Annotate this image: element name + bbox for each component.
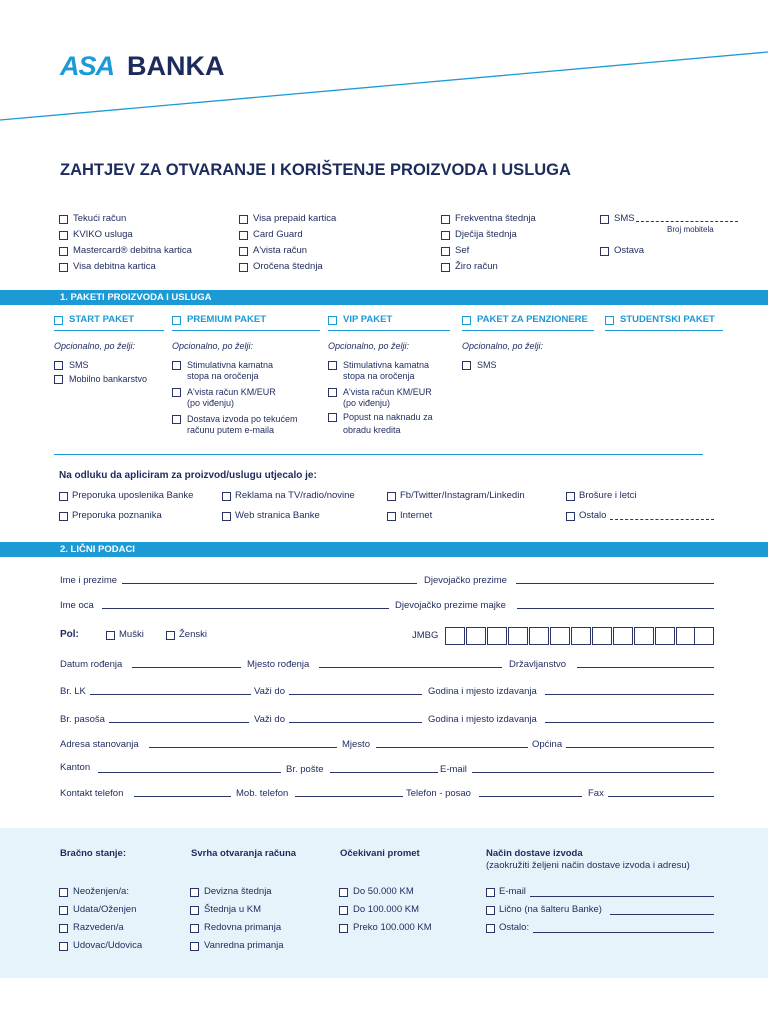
option-label: SMS (69, 360, 89, 370)
option-label: Udovac/Udovica (73, 940, 143, 951)
checkbox[interactable] (222, 492, 231, 501)
package-title: PAKET ZA PENZIONERE (477, 314, 588, 325)
other-delivery-field[interactable] (533, 932, 714, 933)
valid-until-field[interactable] (289, 722, 422, 723)
option-label: Dostava izvoda po tekućem (187, 414, 298, 424)
jmbg-digit[interactable] (487, 627, 507, 645)
option-label: Preporuka poznanika (72, 510, 162, 521)
logo-banka: BANKA (127, 51, 225, 81)
divider (462, 330, 594, 331)
option-label: (po viđenju) (343, 398, 391, 408)
field-label: Godina i mjesto izdavanja (428, 714, 537, 725)
jmbg-digit[interactable] (550, 627, 570, 645)
field-label: Ime i prezime (60, 575, 118, 586)
option-label: Web stranica Banke (235, 510, 320, 521)
checkbox[interactable] (59, 512, 68, 521)
jmbg-digit[interactable] (655, 627, 675, 645)
optional-label: Opcionalno, po želji: (462, 341, 544, 351)
checkbox[interactable] (172, 316, 181, 325)
checkbox[interactable] (54, 375, 63, 384)
checkbox[interactable] (222, 512, 231, 521)
jmbg-digit[interactable] (466, 627, 486, 645)
option-label: Stimulativna kamatna (187, 360, 274, 370)
checkbox[interactable] (172, 415, 181, 424)
checkbox[interactable] (566, 492, 575, 501)
checkbox-male[interactable] (106, 631, 115, 640)
product-label: Frekventna štednja (455, 213, 536, 224)
product-label: KVIKO usluga (73, 229, 133, 240)
group-subtitle: (zaokružiti željeni način dostave izvoda i adresu) (486, 860, 690, 871)
divider (54, 330, 164, 331)
checkbox[interactable] (462, 361, 471, 370)
checkbox[interactable] (59, 906, 68, 915)
mobile-field[interactable] (295, 796, 403, 797)
field-label: Državljanstvo (509, 659, 567, 670)
checkbox[interactable] (328, 316, 337, 325)
email-delivery-field[interactable] (530, 896, 714, 897)
postal-field[interactable] (330, 772, 438, 773)
field-hint: Broj mobitela (667, 225, 714, 234)
field-label: Djevojačko prezime (424, 575, 507, 586)
jmbg-digit[interactable] (634, 627, 654, 645)
option-label: Brošure i letci (579, 490, 637, 501)
field-label: Važi do (254, 686, 285, 697)
field-label: Mjesto rođenja (247, 659, 310, 670)
option-label: Mobilno bankarstvo (69, 374, 148, 384)
option-label: Neoženjen/a: (73, 886, 129, 897)
checkbox[interactable] (54, 361, 63, 370)
phone-field[interactable] (134, 796, 231, 797)
checkbox[interactable] (486, 888, 495, 897)
branch-delivery-field[interactable] (610, 914, 714, 915)
checkbox[interactable] (600, 215, 609, 224)
divider (54, 454, 703, 455)
checkbox[interactable] (190, 888, 199, 897)
jmbg-digit[interactable] (445, 627, 465, 645)
field-label: Fax (588, 788, 604, 799)
product-label: Tekući račun (73, 213, 127, 224)
checkbox[interactable] (328, 413, 337, 422)
field-label: Kontakt telefon (60, 788, 124, 799)
sms-number-field[interactable] (636, 221, 738, 222)
field-label: Br. pasoša (60, 714, 105, 725)
jmbg-digit[interactable] (613, 627, 633, 645)
field-label: Datum rođenja (60, 659, 123, 670)
birthplace-field[interactable] (319, 667, 502, 668)
field-label: Godina i mjesto izdavanja (428, 686, 537, 697)
id-card-field[interactable] (90, 694, 251, 695)
checkbox[interactable] (600, 247, 609, 256)
optional-label: Opcionalno, po želji: (172, 341, 254, 351)
option-label: Razveden/a (73, 922, 124, 933)
option-label: Internet (400, 510, 433, 521)
option-label: Do 50.000 KM (353, 886, 414, 897)
product-label: Mastercard® debitna kartica (73, 245, 192, 256)
checkbox[interactable] (190, 906, 199, 915)
issue-field[interactable] (545, 694, 714, 695)
option-label: Fb/Twitter/Instagram/Linkedin (400, 490, 525, 501)
work-phone-field[interactable] (479, 796, 582, 797)
checkbox[interactable] (328, 388, 337, 397)
checkbox[interactable] (486, 906, 495, 915)
father-name-field[interactable] (102, 608, 389, 609)
option-label: A'vista račun KM/EUR (343, 387, 432, 397)
jmbg-digit[interactable] (571, 627, 591, 645)
checkbox[interactable] (239, 263, 248, 272)
product-label: Sef (455, 245, 470, 256)
field-label: Kanton (60, 762, 91, 773)
checkbox[interactable] (59, 924, 68, 933)
option-label: Devizna štednja (204, 886, 272, 897)
option-label: Preporuka uposlenika Banke (72, 490, 194, 501)
product-label: Ostava (614, 245, 645, 256)
field-label: JMBG (412, 630, 439, 641)
checkbox[interactable] (239, 231, 248, 240)
checkbox[interactable] (605, 316, 614, 325)
option-label: Lično (na šalteru Banke) (499, 904, 602, 915)
optional-label: Opcionalno, po želji: (328, 341, 410, 351)
checkbox[interactable] (54, 316, 63, 325)
option-label: obradu kredita (343, 425, 401, 435)
passport-field[interactable] (109, 722, 249, 723)
package-title: START PAKET (69, 314, 135, 325)
option-label: E-mail (499, 886, 526, 897)
checkbox[interactable] (172, 361, 181, 370)
checkbox[interactable] (387, 492, 396, 501)
checkbox[interactable] (190, 924, 199, 933)
checkbox[interactable] (441, 247, 450, 256)
divider (328, 330, 450, 331)
checkbox[interactable] (190, 942, 199, 951)
field-label: Pol: (60, 629, 79, 640)
option-label: Udata/Oženjen (73, 904, 137, 915)
product-label: Žiro račun (455, 261, 498, 272)
checkbox[interactable] (441, 231, 450, 240)
checkbox[interactable] (59, 263, 68, 272)
email-field[interactable] (472, 772, 714, 773)
checkbox[interactable] (566, 512, 575, 521)
checkbox[interactable] (59, 215, 68, 224)
checkbox[interactable] (462, 316, 471, 325)
field-label: Mob. telefon (236, 788, 289, 799)
option-label: Štednja u KM (204, 904, 262, 915)
option-label: Vanredna primanja (204, 940, 284, 951)
issue-field[interactable] (545, 722, 714, 723)
section-title: 2. LIČNI PODACI (60, 544, 135, 555)
checkbox[interactable] (239, 247, 248, 256)
option-label: Ostalo: (499, 922, 530, 933)
divider (605, 330, 723, 331)
option-label: SMS (477, 360, 497, 370)
jmbg-digit[interactable] (592, 627, 612, 645)
checkbox[interactable] (59, 492, 68, 501)
package-title: STUDENTSKI PAKET (620, 314, 715, 325)
valid-until-field[interactable] (289, 694, 422, 695)
jmbg-digit[interactable] (694, 627, 714, 645)
birthdate-field[interactable] (132, 667, 241, 668)
package-title: VIP PAKET (343, 314, 393, 325)
option-label: računu putem e-maila (187, 425, 275, 435)
option-label: Reklama na TV/radio/novine (235, 490, 355, 501)
jmbg-digit[interactable] (676, 627, 696, 645)
group-title: Očekivani promet (340, 848, 420, 859)
field-label: Mjesto (342, 739, 370, 750)
product-label: A'vista račun (253, 245, 308, 256)
option-label: Muški (119, 629, 144, 640)
field-label: Općina (532, 739, 563, 750)
citizenship-field[interactable] (577, 667, 714, 668)
jmbg-digit[interactable] (529, 627, 549, 645)
section-title: 1. PAKETI PROIZVODA I USLUGA (60, 292, 212, 303)
checkbox[interactable] (339, 924, 348, 933)
checkbox[interactable] (59, 231, 68, 240)
decision-title: Na odluku da apliciram za proizvod/uslugu utjecalo je: (59, 470, 317, 481)
checkbox[interactable] (441, 215, 450, 224)
product-label: Card Guard (253, 229, 303, 240)
field-label: Djevojačko prezime majke (395, 600, 506, 611)
checkbox[interactable] (486, 924, 495, 933)
checkbox[interactable] (172, 388, 181, 397)
section-header (0, 542, 768, 557)
municipality-field[interactable] (566, 747, 714, 748)
field-label: E-mail (440, 764, 467, 775)
checkbox[interactable] (59, 942, 68, 951)
checkbox[interactable] (239, 215, 248, 224)
option-label: Redovna primanja (204, 922, 282, 933)
option-label: Stimulativna kamatna (343, 360, 430, 370)
option-label: stopa na oročenja (343, 371, 415, 381)
ostalo-field[interactable] (610, 519, 714, 520)
product-label: SMS (614, 213, 635, 224)
city-field[interactable] (376, 747, 528, 748)
field-label: Ime oca (60, 600, 94, 611)
product-label: Dječija štednja (455, 229, 517, 240)
maiden-name-field[interactable] (516, 583, 714, 584)
option-label: (po viđenju) (187, 398, 235, 408)
header-swoosh (0, 40, 768, 130)
name-field[interactable] (122, 583, 417, 584)
option-label: Ostalo (579, 510, 607, 521)
field-label: Adresa stanovanja (60, 739, 139, 750)
option-label: Ženski (179, 629, 207, 640)
group-title: Način dostave izvoda (486, 848, 583, 859)
option-label: stopa na oročenja (187, 371, 259, 381)
option-label: Preko 100.000 KM (353, 922, 432, 933)
checkbox[interactable] (387, 512, 396, 521)
field-label: Telefon - posao (406, 788, 471, 799)
field-label: Br. pošte (286, 764, 324, 775)
checkbox[interactable] (59, 247, 68, 256)
option-label: A'vista račun KM/EUR (187, 387, 276, 397)
logo-asa: ASA (60, 51, 115, 81)
section-header (0, 290, 768, 305)
package-title: PREMIUM PAKET (187, 314, 266, 325)
checkbox[interactable] (328, 361, 337, 370)
product-label: Visa debitna kartica (73, 261, 156, 272)
divider (172, 330, 320, 331)
checkbox-female[interactable] (166, 631, 175, 640)
optional-label: Opcionalno, po želji: (54, 341, 136, 351)
mother-maiden-field[interactable] (517, 608, 714, 609)
group-title: Svrha otvaranja računa (191, 848, 297, 859)
option-label: Popust na naknadu za (343, 412, 433, 422)
field-label: Br. LK (60, 686, 86, 697)
checkbox[interactable] (339, 906, 348, 915)
group-title: Bračno stanje: (60, 848, 126, 859)
option-label: Do 100.000 KM (353, 904, 420, 915)
canton-field[interactable] (98, 772, 281, 773)
jmbg-digit[interactable] (508, 627, 528, 645)
page-title: ZAHTJEV ZA OTVARANJE I KORIŠTENJE PROIZVODA I USLUGA (60, 161, 571, 179)
fax-field[interactable] (608, 796, 714, 797)
product-label: Oročena štednja (253, 261, 323, 272)
field-label: Važi do (254, 714, 285, 725)
checkbox[interactable] (339, 888, 348, 897)
address-field[interactable] (149, 747, 337, 748)
product-label: Visa prepaid kartica (253, 213, 337, 224)
checkbox[interactable] (441, 263, 450, 272)
checkbox[interactable] (59, 888, 68, 897)
